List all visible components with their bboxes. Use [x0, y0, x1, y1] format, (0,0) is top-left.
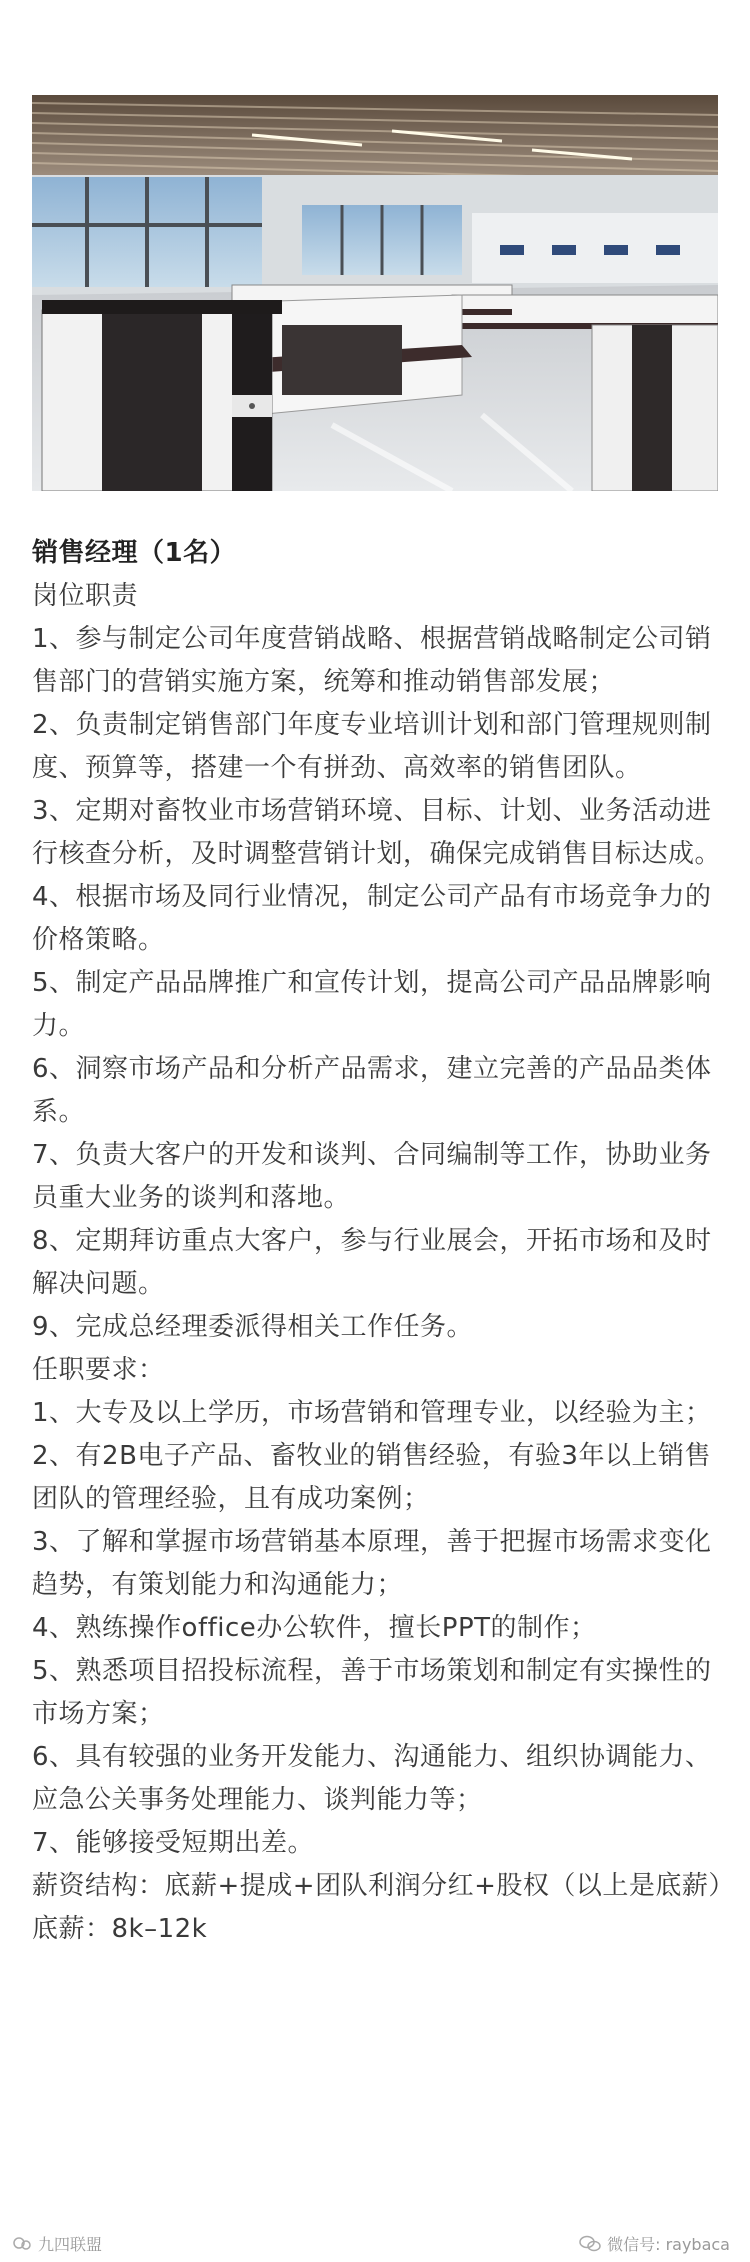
office-photo [32, 95, 718, 491]
watermark-logo-icon [12, 2235, 34, 2253]
requirement-item: 6、具有较强的业务开发能力、沟通能力、组织协调能力、应急公关事务处理能力、谈判能力等； [32, 1742, 712, 1815]
responsibility-item: 4、根据市场及同行业情况，制定公司产品有市场竞争力的价格策略。 [32, 882, 712, 955]
responsibility-item: 2、负责制定销售部门年度专业培训计划和部门管理规则制度、预算等，搭建一个有拼劲、高效率的销售团队。 [32, 710, 712, 783]
requirement-item: 3、了解和掌握市场营销基本原理，善于把握市场需求变化趋势，有策划能力和沟通能力； [32, 1527, 712, 1600]
requirement-item: 4、熟练操作office办公软件，擅长PPT的制作； [32, 1613, 597, 1643]
responsibility-item: 8、定期拜访重点大客户，参与行业展会，开拓市场和及时解决问题。 [32, 1226, 712, 1299]
job-title: 销售经理（1名） [32, 538, 237, 568]
responsibility-item: 6、洞察市场产品和分析产品需求，建立完善的产品品类体系。 [32, 1054, 712, 1127]
responsibilities-heading: 岗位职责 [32, 581, 139, 611]
job-posting [32, 532, 722, 1951]
wechat-id-text: 微信号: raybaca [607, 2235, 730, 2254]
requirement-item: 7、能够接受短期出差。 [32, 1828, 315, 1858]
footer-right-watermark [579, 2232, 730, 2255]
responsibility-item: 1、参与制定公司年度营销战略、根据营销战略制定公司销售部门的营销实施方案，统筹和推动销售部发展； [32, 624, 712, 697]
responsibility-item: 7、负责大客户的开发和谈判、合同编制等工作，协助业务员重大业务的谈判和落地。 [32, 1140, 712, 1213]
requirement-item: 2、有2B电子产品、畜牧业的销售经验，有验3年以上销售团队的管理经验，且有成功案例； [32, 1441, 711, 1514]
footer-left-text: 九四联盟 [38, 2235, 103, 2254]
responsibility-item: 9、完成总经理委派得相关工作任务。 [32, 1312, 474, 1342]
salary-structure: 薪资结构：底薪+提成+团队利润分红+股权（以上是底薪）底薪：8k–12k [32, 1871, 722, 1944]
responsibility-item: 5、制定产品品牌推广和宣传计划，提高公司产品品牌影响力。 [32, 968, 712, 1041]
requirement-item: 5、熟悉项目招投标流程，善于市场策划和制定有实操性的市场方案； [32, 1656, 712, 1729]
footer [0, 2228, 750, 2258]
wechat-icon [579, 2235, 601, 2253]
footer-left-watermark [12, 2232, 102, 2255]
responsibility-item: 3、定期对畜牧业市场营销环境、目标、计划、业务活动进行核查分析，及时调整营销计划，确保完成销售目标达成。 [32, 796, 722, 869]
requirements-heading: 任职要求： [32, 1355, 165, 1385]
requirement-item: 1、大专及以上学历，市场营销和管理专业，以经验为主； [32, 1398, 712, 1428]
